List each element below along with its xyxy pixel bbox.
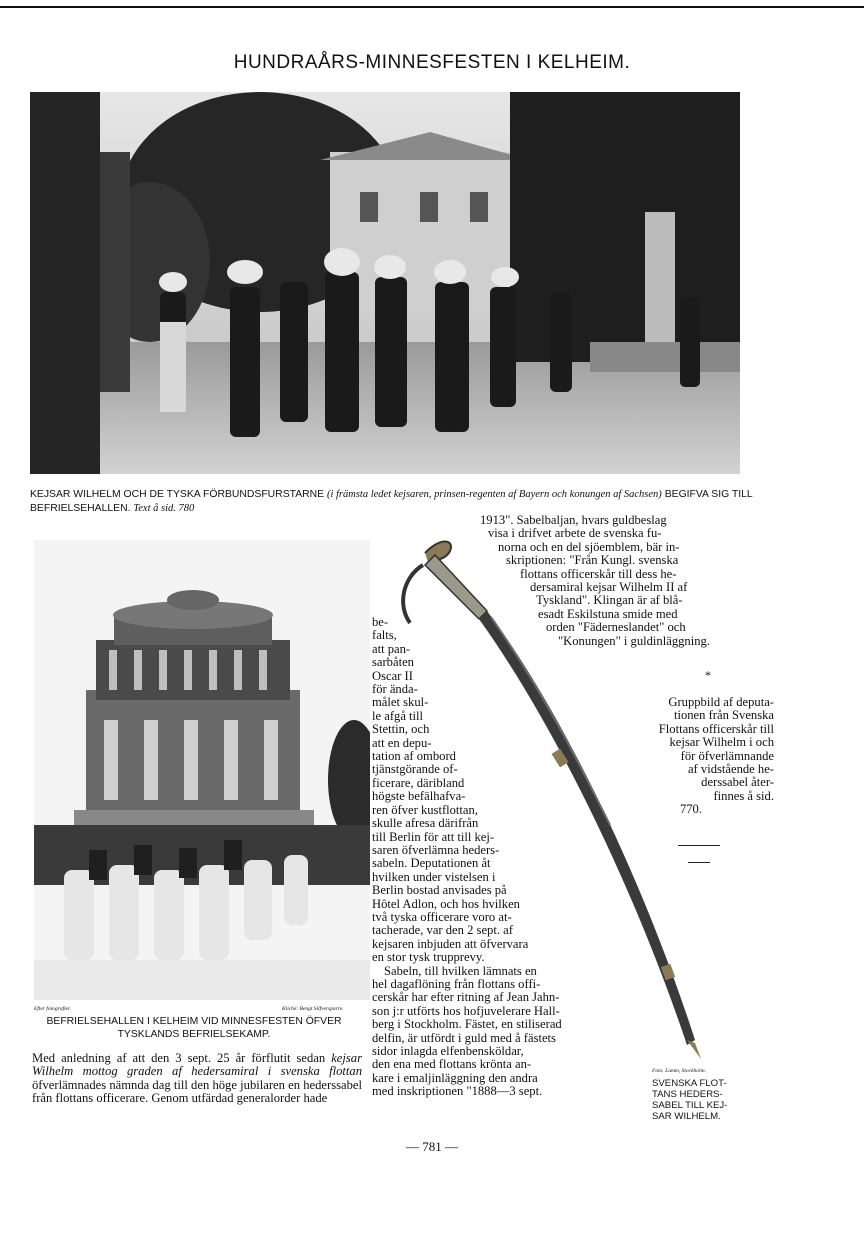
nl-17: till Berlin för att till kej- <box>372 829 495 844</box>
nl-2: falts, <box>372 628 397 643</box>
separator-dash-1 <box>678 845 720 846</box>
saber-caption-line-3: SABEL TILL KEJ- <box>652 1100 728 1111</box>
rt-line-10: "Konungen" i guldinläggning. <box>558 633 710 648</box>
nl-14: högste befälhafva- <box>372 789 466 804</box>
rt-line-7: Tyskland". Klingan är af blå- <box>536 593 683 608</box>
note-line-1: Gruppbild af deputa- <box>668 695 774 709</box>
right-main-text <box>372 616 672 1099</box>
nl-6: för ända- <box>372 682 418 697</box>
procession-caption <box>30 488 760 516</box>
hall-photo-credit-right: Kliché: Bengt Silfversparre. <box>282 1006 344 1012</box>
top-rule <box>0 6 864 8</box>
nl-5: Oscar II <box>372 668 413 683</box>
nl-34: den ena med flottans krönta an- <box>372 1057 532 1072</box>
nl-10: att en depu- <box>372 735 432 750</box>
nl-27: Sabeln, till hvilken lämnats en <box>384 963 537 978</box>
nl-29: cerskår har efter ritning af Jean Jahn- <box>372 990 560 1005</box>
nl-3: att pan- <box>372 641 411 656</box>
nl-30: son j:r utförts hos hofjuvelerare Hall- <box>372 1003 560 1018</box>
left-body-text <box>32 1052 362 1106</box>
rt-line-8: esadt Eskilstuna smide med <box>538 606 678 621</box>
note-line-2: tionen från Svenska <box>673 708 774 723</box>
page-title: HUNDRAÅRS-MINNESFESTEN I KELHEIM. <box>233 52 631 73</box>
nl-24: tacherade, var den 2 sept. af <box>372 923 513 938</box>
rt-line-2: visa i drifvet arbete de svenska fu- <box>488 526 662 541</box>
nl-35: kare i emaljinläggning den andra <box>372 1070 538 1085</box>
nl-23: två tyska officerare voro at- <box>372 909 512 924</box>
nl-20: hvilken under vistelsen i <box>372 869 496 884</box>
saber-photo-credit: Foto. Lamm, Stockholm. <box>652 1068 706 1074</box>
left-body-italic: kejsar Wilhelm mottog graden af hedersamiral i svenska flottan <box>32 1051 362 1079</box>
nl-16: skulle afresa därifrån <box>372 816 479 831</box>
note-line-6: af vidstående he- <box>687 762 774 777</box>
nl-11: tation af ombord <box>372 749 456 764</box>
nl-36: med inskriptionen "1888—3 sept. <box>372 1084 543 1099</box>
deputation-note <box>588 696 774 817</box>
nl-28: hel dagaflöning från flottans offi- <box>372 976 541 991</box>
separator-dash-2 <box>688 862 710 863</box>
page-number: — 781 — <box>406 1139 458 1154</box>
befreiungshalle-photo <box>34 540 370 1000</box>
nl-26: en stor tysk trupprevy. <box>372 950 485 965</box>
nl-25: kejsaren inbjuden att öfvervara <box>372 936 529 951</box>
note-line-5: för öfverlämnande <box>680 748 774 763</box>
nl-21: Berlin bostad anvisades på <box>372 883 507 898</box>
left-body-p1: Med anledning af att den 3 sept. 25 år förflutit sedan <box>32 1051 326 1065</box>
hall-photo-caption: BEFRIELSEHALLEN I KELHEIM VID MINNESFESTEN ÖFVER TYSKLANDS BEFRIELSEKAMP. <box>46 1016 342 1040</box>
nl-1: be- <box>372 615 389 629</box>
nl-12: tjänstgörande of- <box>372 762 458 777</box>
procession-caption-tail: BEGIFVA SIG TILL BEFRIELSEHALLEN. <box>30 489 753 514</box>
procession-caption-note: (i främsta ledet kejsaren, prinsen-regenten af Bayern och konungen af Sachsen) <box>326 489 662 500</box>
hall-photo-credit-left: Efter fotografier. <box>34 1006 71 1012</box>
left-body-rest: öfverlämnades nämnda dag till den höge jubilaren en hederssabel från flottans officerare. Genom utfärdad generalorder hade <box>32 1077 362 1106</box>
rt-line-4: skriptionen: "Från Kungl. svenska <box>506 553 679 568</box>
note-line-8: finnes å sid. <box>713 788 774 803</box>
rt-line-5: flottans officerskår till dess he- <box>520 566 677 581</box>
rt-line-3: norna och en del sjöemblem, bär in- <box>498 539 680 554</box>
nl-15: ren öfver kustflottan, <box>372 802 478 817</box>
procession-photo <box>30 92 740 474</box>
note-line-4: kejsar Wilhelm i och <box>669 735 774 750</box>
saber-caption-line-1: SVENSKA FLOT- <box>652 1078 727 1089</box>
procession-caption-reference: Text å sid. 780 <box>133 503 195 514</box>
procession-caption-main: KEJSAR WILHELM OCH DE TYSKA FÖRBUNDSFURSTARNE <box>30 489 325 500</box>
procession-photo-image <box>30 92 740 474</box>
rt-line-6: dersamiral kejsar Wilhelm II af <box>530 580 688 595</box>
nl-4: sarbåten <box>372 655 414 670</box>
nl-8: le afgå till <box>372 708 424 723</box>
nl-18: saren öfverlämna heders- <box>372 842 500 857</box>
rt-line-9: orden "Fäderneslandet" och <box>546 620 686 635</box>
nl-33: sidor inlagda elfenbensköldar, <box>372 1044 524 1058</box>
saber-caption <box>652 1078 762 1122</box>
note-line-7: derssabel åter- <box>701 775 774 790</box>
nl-19: sabeln. Deputationen åt <box>372 856 491 871</box>
saber-caption-line-4: SAR WILHELM. <box>652 1111 721 1122</box>
saber-caption-line-2: TANS HEDERS- <box>652 1089 723 1100</box>
nl-32: delfin, är utfördt i guld med å fästets <box>372 1030 556 1045</box>
note-line-9: 770. <box>679 802 702 817</box>
befreiungshalle-image <box>34 540 370 1000</box>
rt-line-1: 1913". Sabelbaljan, hvars guldbeslag <box>480 513 667 527</box>
note-line-3: Flottans officerskår till <box>658 721 774 736</box>
nl-9: Stettin, och <box>372 722 430 737</box>
section-asterisk: * <box>705 668 711 682</box>
nl-7: målet skul- <box>372 695 429 710</box>
nl-22: Hôtel Adlon, och hos hvilken <box>372 896 520 911</box>
saber-guard <box>403 565 423 623</box>
nl-13: ficerare, däribland <box>372 775 465 790</box>
nl-31: berg i Stockholm. Fästet, en stiliserad <box>372 1017 562 1032</box>
